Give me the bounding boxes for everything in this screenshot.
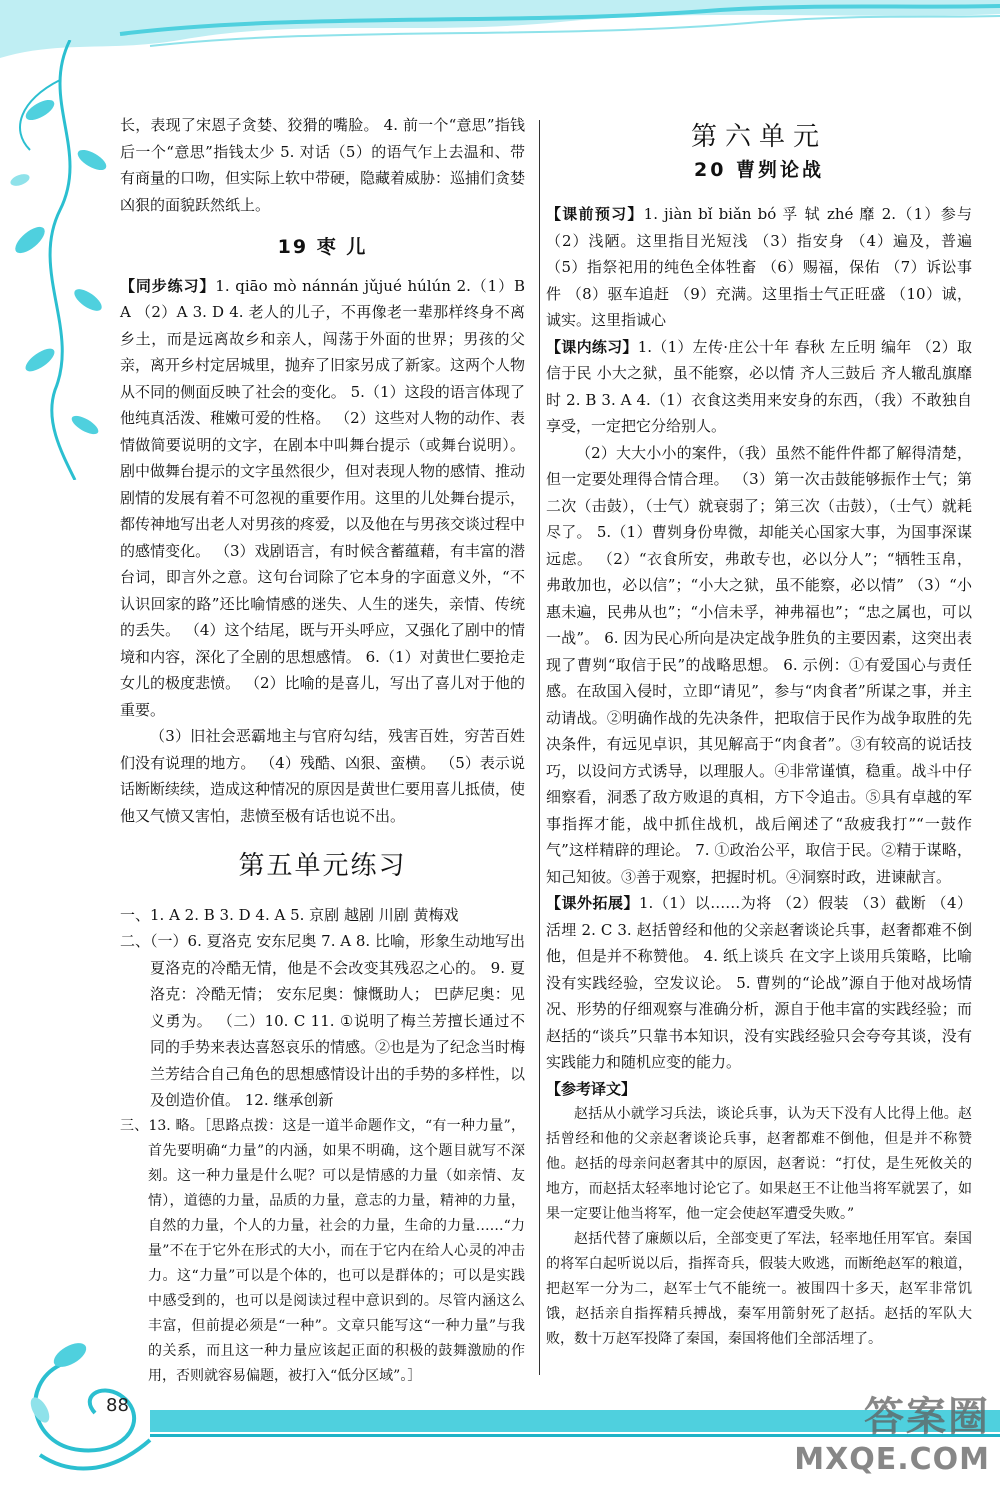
- unit-6-title: 第六单元: [690, 122, 827, 152]
- class-text-2: （2）大大小小的案件，（我）虽然不能件件都了解得清楚，但一定要处理得合情合理。 （3）第一次击鼓能够振作士气；第二次（击鼓），（士气）就衰弱了；第三次（击鼓），（士气）就耗尽了。 5.（1）曹刿身份卑微，却能关心国家大事，为国事深谋远虑。 （2）“衣食所安，弗敢专也，必以分人”；“牺牲玉帛，弗敢加也，必以信”；“小大之狱，虽不能察，必以情” （3）“小惠未遍，民弗从也”；“小信未孚，神弗福也”；“忠之属也，可以一战”。 6. 因为民心所向是决定战争胜负的主要因素，这突出表现了曹刿“取信于民”的战略思想。 6. 示例：①有爱国心与责任感。在敌国入侵时，立即“请见”，参与“肉食者”所谋之事，并主动请战。②明确作战的先决条件，把取信于民作为战争取胜的先决条件，有远见卓识，其见解高于“肉食者”。③有较高的说话技巧，以设问方式诱导，以理服人。④非常谨慎，稳重。战斗中仔细察看，洞悉了敌方败退的真相，方下令追击。⑤具有卓越的军事指挥才能，战中抓住战机，战后阐述了“敌疲我打”“一鼓作气”这样精辟的理论。 7. ①政治公平，取信于民。②精于谋略，知己知彼。③善于观察，把握时机。④洞察时政，进谏献言。: [546, 443, 972, 886]
- column-divider: [539, 120, 540, 1375]
- translation-tag-line: [546, 1076, 972, 1103]
- lesson-19-text: 1. qiāo mò nánnán jǔjué húlún 2.（1）B A （2）A 3. D 4. 老人的儿子，不再像老一辈那样终身不离乡土，而是远离故乡和亲人，闯荡于外面的世界；男孩的父亲，离开乡村定居城里，抛弃了旧家另成了新家。这两个人物从不同的侧面反映了社会的变化。 5.（1）这段的语言体现了他纯真活泼、稚嫩可爱的性格。 （2）这些对人物的动作、表情做简要说明的文字，在剧本中叫舞台提示（或舞台说明）。剧中做舞台提示的文字虽然很少，但对表现人物的感情、推动剧情的发展有着不可忽视的重要作用。这里的儿处舞台提示，都传神地写出老人对男孩的疼爱，以及他在与男孩交谈过程中的感情变化。 （3）戏剧语言，有时候含蓄蕴藉，有丰富的潜台词，即言外之意。这句台词除了它本身的字面意义外，“不认识回家的路”还比喻情感的迷失、人生的迷失，亲情、传统的丢失。 （4）这个结尾，既与开头呼应，又强化了剧中的情境和内容，深化了全剧的思想感情。 6.（1）对黄世仁要抢走女儿的极度悲愤。 （2）比喻的是喜儿，写出了喜儿对于他的重要。: [120, 276, 526, 719]
- translation-paragraph-2: 赵括代替了廉颇以后，全部变更了军法，轻率地任用军官。秦国的将军白起听说以后，指挥奇兵，假装大败逃，而断绝赵军的粮道，把赵军一分为二，赵军士气不能统一。被围四十多天，赵军非常饥饿，赵括亲自指挥精兵搏战，秦军用箭射死了赵括。赵括的军队大败，数十万赵军投降了秦国，秦国将他们全部活埋了。: [546, 1231, 972, 1347]
- page-number: 88: [106, 1395, 129, 1416]
- extension-text: 1.（1）以……为将 （2）假装 （3）截断 （4）活埋 2. C 3. 赵括曾经和他的父亲赵奢谈论兵事，赵奢都难不倒他，但是并不称赞他。 4. 纸上谈兵 在文字上谈用兵策略，比喻没有实践经验，空发议论。 5. 曹刿的“论战”源自于他对战场情况、形势的仔细观察与准确分析，源自于他丰富的实践经验；而赵括的“谈兵”只靠书本知识，没有实践经验只会夸夸其谈，没有实践能力和随机应变的能力。: [546, 894, 972, 1071]
- lesson-19-answers-cont: （3）旧社会恶霸地主与官府勾结，残害百姓，穷苦百姓们没有说理的地方。 （4）残酷、凶狠、蛮横。 （5）表示说话断断续续，造成这种情况的原因是黄世仁要用喜儿抵债，使他又气愤又害怕，悲愤至极有话也说不出。: [120, 727, 526, 825]
- vine-decoration: [0, 40, 140, 480]
- watermark-url: MXQE.COM: [794, 1442, 990, 1477]
- unit-5-item-1: 一、1. A 2. B 3. D 4. A 5. 京剧 越剧 川剧 黄梅戏: [120, 905, 459, 924]
- lesson-20-title: 20 曹刿论战: [693, 158, 825, 181]
- preview-text: 1. jiàn bǐ biǎn bó 孚 轼 zhé 靡 2.（1）参与 （2）浅陋。这里指目光短浅 （3）指安身 （4）遍及，普遍 （5）指祭祀用的纯色全体牲畜 （6）赐福，保佑 （7）诉讼事件 （8）驱车追赶 （9）充满。这里指士气正旺盛 （10）诚，诚实。这里指诚心: [546, 205, 972, 329]
- tag-preview: 【课前预习】: [546, 205, 644, 223]
- preview-section: [546, 201, 972, 334]
- intro-paragraph: 长，表现了宋恩子贪婪、狡猾的嘴脸。 4. 前一个“意思”指钱 后一个“意思”指钱太少 5. 对话（5）的语气乍上去温和、带有商量的口吻，但实际上软中带硬，隐藏着威胁：巡捕们贪婪凶狠的面貌跃然纸上。: [120, 116, 526, 214]
- translation-paragraph-1: 赵括从小就学习兵法，谈论兵事，认为天下没有人比得上他。赵括曾经和他的父亲赵奢谈论兵事，赵奢都难不倒他，但是并不称赞他。赵括的母亲问赵奢其中的原因，赵奢说：“打仗，是生死攸关的地方，而赵括太轻率地讨论它了。如果赵王不让他当将军就罢了，如果一定要让他当将军，他一定会使赵军遭受失败。”: [546, 1106, 972, 1222]
- extension-section: [546, 890, 972, 1076]
- tag-extension: 【课外拓展】: [546, 894, 639, 912]
- unit-5-item-3: 三、13. 略。［思路点拨：这是一道半命题作文，“有一种力量”，首先要明确“力量”的内涵，如果不明确，这个题目就写不深刻。这一种力量是什么呢？可以是情感的力量（如亲情、友情），道德的力量，品质的力量，意志的力量，精神的力量，自然的力量，个人的力量，社会的力量，生命的力量……“力量”不在于它外在形式的大小，而在于它内在给人心灵的冲击力。这“力量”可以是个体的，也可以是群体的；可以是实践中感受到的，也可以是阅读过程中意识到的。尽管内涵这么丰富，但前提必须是“一种”。文章只能写这“一种力量”与我的关系，而且这一种力量应该起正面的积极的鼓舞激励的作用，否则就容易偏题，被打入“低分区域”。］: [120, 1117, 525, 1384]
- unit-5-item-2: 二、（一）6. 夏洛克 安东尼奥 7. A 8. 比喻，形象生动地写出夏洛克的冷酷无情，他是不会改变其残忍之心的。 9. 夏洛克：冷酷无情； 安东尼奥：慷慨助人； 巴萨尼奥：见义勇为。 （二）10. C 11. ①说明了梅兰芳擅长通过不同的手势来表达喜怒哀乐的情感。②也是为了纪念当时梅兰芳结合自己角色的思想感情设计出的手势的多样性，以及创造价值。 12. 继承创新: [120, 932, 526, 1109]
- tag-translation: 【参考译文】: [546, 1079, 637, 1098]
- top-border-decoration: [0, 0, 1000, 70]
- lesson-19-title: 19 枣 儿: [277, 236, 368, 258]
- right-column: [546, 112, 972, 1352]
- unit-5-title: 第五单元练习: [238, 851, 407, 881]
- lesson-19-answers: [120, 273, 525, 724]
- left-column: [120, 112, 525, 1389]
- watermark-text: 答案圈: [864, 1394, 990, 1440]
- tag-sync-practice: 【同步练习】: [120, 276, 216, 295]
- tag-class-practice: 【课内练习】: [546, 337, 638, 356]
- class-section: [546, 334, 972, 440]
- watermark-logo: [794, 1385, 990, 1477]
- class-text-1: 1.（1）左传·庄公十年 春秋 左丘明 编年 （2）取信于民 小大之狱，虽不能察，必以情 齐人三鼓后 齐人辙乱旗靡时 2. B 3. A 4.（1）衣食这类用来安身的东西，（我）不敢独自享受，一定把它分给别人。: [546, 337, 972, 435]
